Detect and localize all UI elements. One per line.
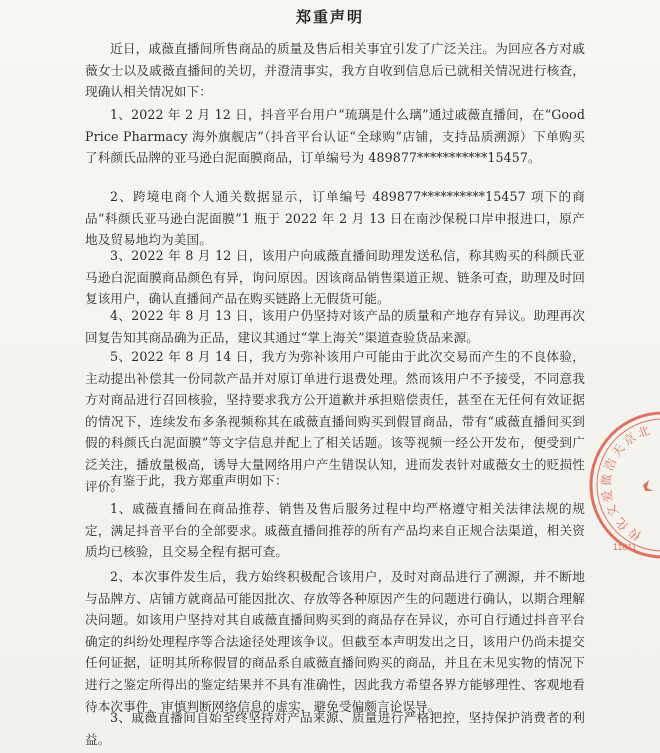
seal-char: 文	[603, 502, 622, 520]
seal-char: 浩	[601, 456, 620, 473]
intro-paragraph: 近日，戚薇直播间所售商品的质量及售后相关事宜引发了广泛关注。为回应各方对戚薇女士以及戚薇直播间的关切，并澄清事实，我方自收到信息后已就相关情况进行核查，现确认相关情况如下：	[85, 41, 585, 100]
seal-char: 北	[635, 423, 652, 441]
fact-item-3: 3、2022 年 8 月 12 日，该用户向戚薇直播间助理发送私信，称其购买的科颜氏亚马逊白泥面膜商品颜色有异，询问原因。因该商品销售渠道正规、链条可查，助理及时回复该用户，确认直播间产品在购买链路上无假货可能。	[85, 248, 585, 307]
seal-star-icon	[643, 480, 653, 491]
seal-char: 京	[620, 430, 639, 449]
document-title: 郑重声明	[295, 8, 364, 26]
seal-char: 传	[626, 524, 644, 543]
seal-char: 化	[612, 514, 632, 534]
statement-item-3: 3、戚薇直播间自始至终坚持对产品来源、质量进行严格把控，坚持保护消费者的利益。	[85, 710, 585, 747]
company-seal-stamp	[583, 400, 660, 570]
seal-char: 爱	[599, 488, 616, 504]
statement-item-2: 2、本次事件发生后，我方始终积极配合该用户，及时对商品进行了溯源，并不断地与品牌方、店铺方就商品可能因批次、存放等各种原因产生的问题进行确认，以期合理解决问题。如该用户坚持对其自戚薇直播间购买到的商品存在异议，亦可自行通过抖音平台确定的纠纷处理程序等合法途径处理该争议。但截至本声明发出之日，该用户仍尚未提交任何证据，证明其所称假冒的商品系自戚薇直播间购买的商品，并且在未见实物的情况下进行之鉴定所得出的鉴定结果并不具有准确性，因此我方希望各界方能够理性、客观地看待本次事件，审慎判断网络信息的虚实，避免受偏颇言论误导。	[85, 569, 585, 714]
fact-item-5: 5、2022 年 8 月 14 日，我方为弥补该用户可能由于此次交易而产生的不良体验，主动提出补偿其一份同款产品并对原订单进行退费处理。然而该用户不予接受，不同意我方对商品进行召回核验，坚持要求我方公开道歉并承担赔偿责任，甚至在无任何有效证据的情况下，连续发布多条视频称其在戚薇直播间购买到假冒商品，带有“戚薇直播间买到假的科颜氏白泥面膜”等文字信息并配上了相关话题。该等视频一经公开发布，便受到广泛关注，播放量极高，诱导大量网络用户产生错误认知，进而发表针对戚薇女士的贬损性评价。	[85, 349, 585, 494]
seal-char: 天	[608, 441, 628, 460]
seal-char: 微	[599, 473, 615, 487]
fact-item-1: 1、2022 年 2 月 12 日，抖音平台用户“琉璃是什么璃”通过戚薇直播间，在“Good Price Pharmacy 海外旗舰店”（抖音平台认证“全球购”店铺，支持品质溯源）下单购买了科颜氏品牌的亚马逊白泥面膜商品，订单编号为 489877***********15457。	[85, 107, 585, 166]
statement-intro: 有鉴于此，我方郑重声明如下：	[110, 473, 288, 488]
statement-item-1: 1、戚薇直播间在商品推荐、销售及售后服务过程中均严格遵守相关法律法规的规定，满足抖音平台的全部要求。戚薇直播间推荐的所有产品均来自正规合法渠道，相关资质均已核验，且交易全程有据可查。	[85, 501, 585, 560]
seal-code: 11011	[613, 542, 637, 552]
fact-item-4: 4、2022 年 8 月 13 日，该用户仍坚持对该产品的质量和产地存有异议。助理再次回复告知其商品确为正品，建议其通过“掌上海关”渠道查验货品来源。	[85, 308, 585, 345]
fact-item-2: 2、跨境电商个人通关数据显示，订单编号 489877**********15457 项下的商品“科颜氏亚马逊白泥面膜”1 瓶于 2022 年 2 月 13 日在南沙保税口岸申报进口，原产地及贸易地均为美国。	[85, 189, 585, 248]
